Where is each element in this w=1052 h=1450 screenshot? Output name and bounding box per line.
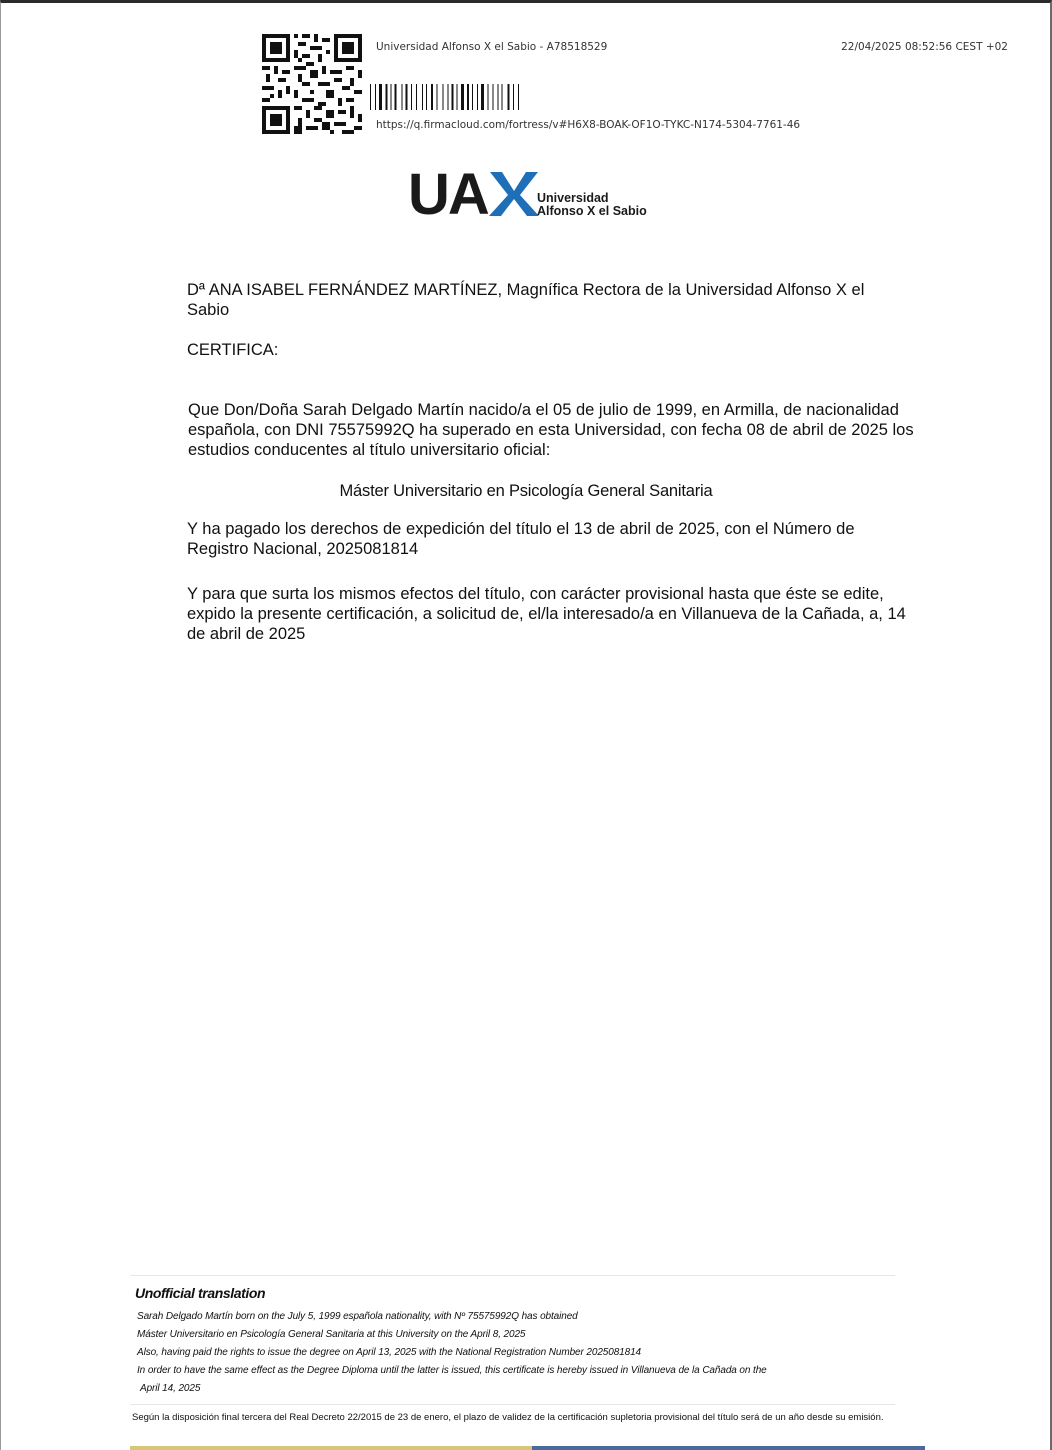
student-paragraph: Que Don/Doña Sarah Delgado Martín nacido/a el 05 de julio de 1999, en Armilla, de nacionalidad española, con DNI 75575992Q ha superado en esta Universidad, con fecha 08 de abril de 2025 los estudios conducentes al título universitario oficial: (188, 401, 914, 459)
uax-logo (408, 166, 658, 222)
footer-stripe-blue (532, 1446, 925, 1450)
degree-title: Máster Universitario en Psicología General Sanitaria (339, 482, 713, 500)
translation-line: In order to have the same effect as the Degree Diploma until the latter is issued, this certificate is hereby issued in Villanueva de la Cañada on the (137, 1365, 767, 1376)
translation-title: Unofficial translation (135, 1285, 266, 1301)
barcode (370, 84, 560, 110)
closing-paragraph: Y para que surta los mismos efectos del título, con carácter provisional hasta que éste se edite, expido la presente certificación, a solicitud de, el/la interesado/a en Villanueva de la Cañada, a, 14 de abril de 2025 (187, 585, 906, 643)
logo-line-1: Universidad (537, 191, 609, 205)
rector-intro: Dª ANA ISABEL FERNÁNDEZ MARTÍNEZ, Magnífica Rectora de la Universidad Alfonso X el Sabio (187, 281, 865, 319)
certifica-heading: CERTIFICA: (187, 341, 279, 359)
payment-paragraph: Y ha pagado los derechos de expedición del título el 13 de abril de 2025, con el Número de Registro Nacional, 2025081814 (187, 520, 855, 558)
translation-line: Máster Universitario en Psicología General Sanitaria at this University on the April 8, 2025 (137, 1329, 526, 1340)
footer-divider (130, 1404, 895, 1405)
timestamp-label: 22/04/2025 08:52:56 CEST +02 (841, 41, 1008, 53)
svg-text:UA: UA (408, 166, 488, 222)
translation-line: April 14, 2025 (140, 1383, 201, 1394)
translation-line: Also, having paid the rights to issue the degree on April 13, 2025 with the National Registration Number 2025081814 (137, 1347, 642, 1358)
issuer-label: Universidad Alfonso X el Sabio - A78518529 (376, 41, 608, 53)
translation-line: Sarah Delgado Martín born on the July 5, 1999 española nationality, with Nº 75575992Q has obtained (137, 1311, 578, 1322)
qr-code (262, 34, 362, 134)
legal-note: Según la disposición final tercera del Real Decreto 22/2015 de 23 de enero, el plazo de validez de la certificación supletoria provisional del título será de un año desde su emisión. (132, 1412, 884, 1423)
logo-x-mark (489, 172, 539, 216)
footer-stripe-gold (130, 1446, 532, 1450)
translation-divider (130, 1275, 895, 1276)
verification-url[interactable]: https://q.firmacloud.com/fortress/v#H6X8-BOAK-OF1O-TYKC-N174-5304-7761-46 (376, 119, 801, 131)
logo-line-2: Alfonso X el Sabio (537, 204, 647, 218)
